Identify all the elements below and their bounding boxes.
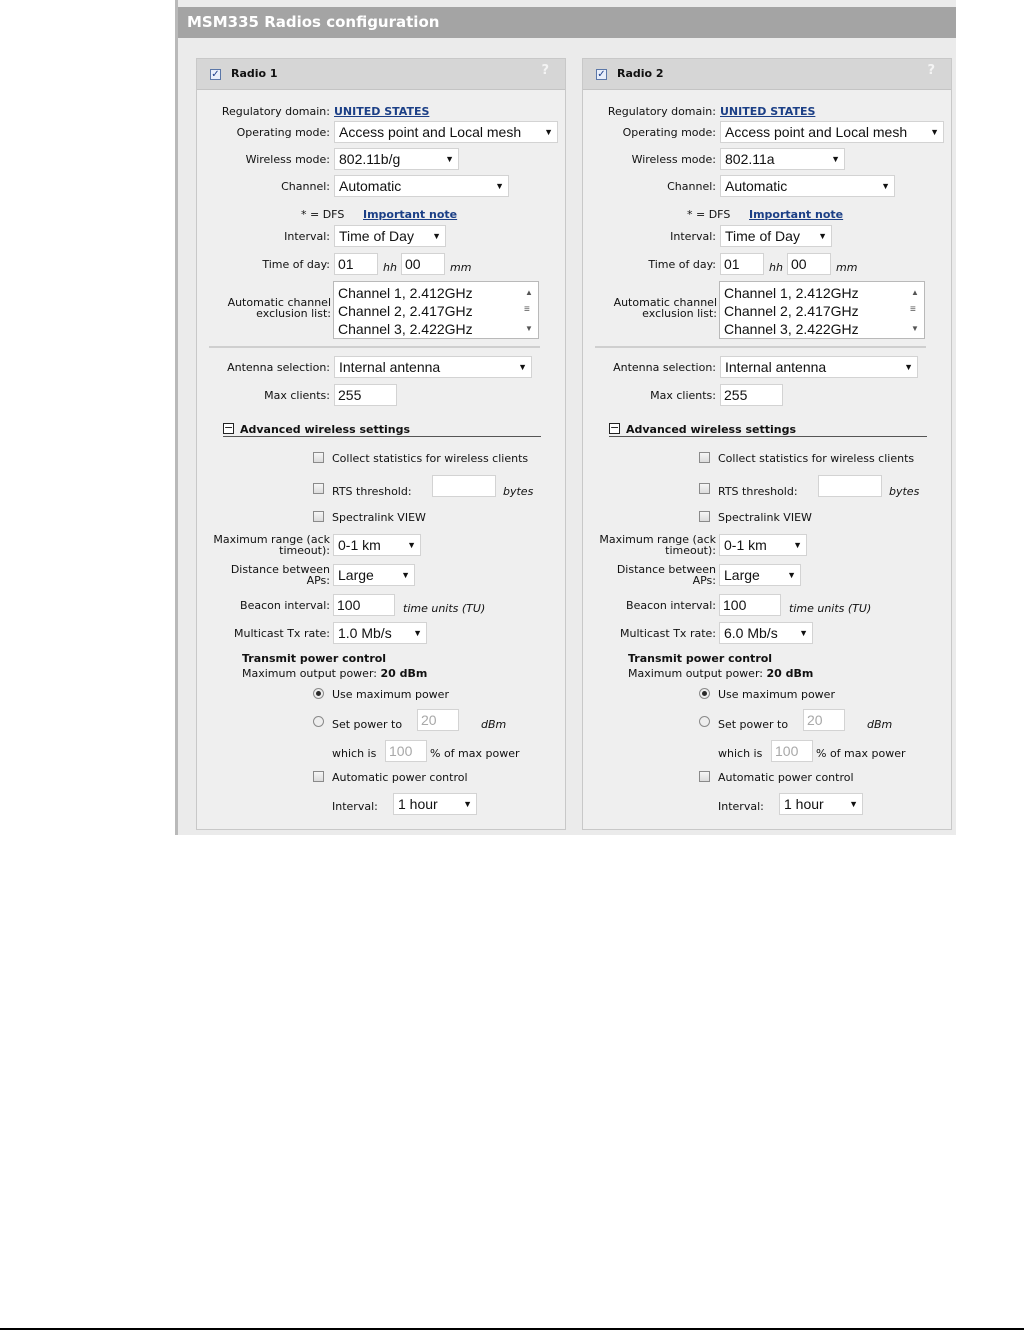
page-title: MSM335 Radios configuration [178,7,956,38]
hours-unit: hh [769,261,783,274]
interval-label: Interval: [284,230,330,243]
exclusion-list-label: Automatic channel exclusion list: [613,296,717,320]
list-item[interactable]: Channel 1, 2.412GHz [724,285,859,301]
chevron-down-icon: ▼ [413,628,422,638]
chevron-down-icon: ▼ [463,799,472,809]
channel-select[interactable]: Automatic ▼ [720,175,895,197]
power-interval-label: Interval: [718,800,764,813]
use-max-power-label: Use maximum power [718,688,835,701]
collect-statistics-label: Collect statistics for wireless clients [718,452,915,465]
chevron-down-icon: ▼ [544,127,553,137]
channel-select[interactable]: Automatic ▼ [334,175,509,197]
radio-panel-header [583,59,951,90]
rts-threshold-input[interactable] [432,475,496,497]
list-item[interactable]: Channel 3, 2.422GHz [724,321,859,337]
antenna-selection-label: Antenna selection: [613,361,716,374]
help-icon[interactable]: ? [541,63,549,78]
chevron-down-icon: ▼ [518,362,527,372]
multicast-rate-select[interactable]: 6.0 Mb/s ▼ [719,622,813,644]
radio-panel-1 [196,58,566,830]
divider [209,346,540,348]
wireless-mode-label: Wireless mode: [245,153,330,166]
rts-threshold-checkbox[interactable] [699,483,710,494]
chevron-down-icon: ▼ [911,324,919,333]
chevron-down-icon: ▼ [831,154,840,164]
max-clients-input[interactable]: 255 [334,384,397,406]
channel-exclusion-list[interactable] [333,281,539,339]
spectralink-checkbox[interactable] [699,511,710,522]
antenna-selection-label: Antenna selection: [227,361,330,374]
collapse-icon[interactable]: − [610,421,620,434]
important-note-link[interactable]: Important note [363,208,458,221]
wireless-mode-select[interactable]: 802.11b/g ▼ [334,148,459,170]
advanced-settings-title[interactable]: Advanced wireless settings [240,423,411,436]
rts-threshold-checkbox[interactable] [313,483,324,494]
use-max-power-radio[interactable] [699,688,710,699]
transmit-power-title: Transmit power control [242,652,387,665]
power-unit: dBm [867,718,893,731]
wireless-mode-label: Wireless mode: [631,153,716,166]
hours-input[interactable]: 01 [720,253,764,275]
collect-statistics-checkbox[interactable] [699,452,710,463]
chevron-down-icon: ▼ [525,324,533,333]
use-max-power-label: Use maximum power [332,688,449,701]
rts-threshold-label: RTS threshold: [332,485,412,498]
radio-panel-header [197,59,565,90]
section-underline [223,436,541,437]
use-max-power-radio[interactable] [313,688,324,699]
minutes-input[interactable]: 00 [401,253,445,275]
max-output-power: Maximum output power: 20 dBm [242,667,428,680]
which-is-label: which is [332,747,377,760]
chevron-down-icon: ▼ [818,231,827,241]
interval-select[interactable]: Time of Day ▼ [334,225,446,247]
auto-power-checkbox[interactable] [699,771,710,782]
collapse-icon[interactable]: − [224,421,234,434]
collect-statistics-checkbox[interactable] [313,452,324,463]
wireless-mode-select[interactable]: 802.11a ▼ [720,148,845,170]
list-item[interactable]: Channel 1, 2.412GHz [338,285,473,301]
power-interval-label: Interval: [332,800,378,813]
beacon-interval-input[interactable]: 100 [719,594,781,616]
antenna-select[interactable]: Internal antenna ▼ [334,356,532,378]
hours-input[interactable]: 01 [334,253,378,275]
auto-power-checkbox[interactable] [313,771,324,782]
which-is-label: which is [718,747,763,760]
list-scrollbar[interactable] [522,282,538,338]
chevron-down-icon: ▼ [930,127,939,137]
dfs-note: * = DFS [687,208,731,221]
percent-input[interactable]: 100 [385,740,427,762]
operating-mode-label: Operating mode: [622,126,716,139]
transmit-power-title: Transmit power control [628,652,773,665]
beacon-interval-label: Beacon interval: [240,599,330,612]
beacon-unit: time units (TU) [403,602,486,615]
rts-unit: bytes [889,485,920,498]
list-item[interactable]: Channel 2, 2.417GHz [724,303,859,319]
chevron-down-icon: ▼ [407,540,416,550]
radio-panel-title: Radio 2 [617,67,664,80]
time-of-day-label: Time of day: [262,258,330,271]
set-power-label: Set power to [332,718,403,731]
radio-enable-checkbox[interactable]: ✓ [597,69,606,80]
chevron-up-icon: ▲ [911,288,919,297]
section-underline [609,436,927,437]
auto-power-label: Automatic power control [718,771,854,784]
multicast-rate-label: Multicast Tx rate: [234,627,330,640]
exclusion-list-label: Automatic channel exclusion list: [227,296,331,320]
advanced-settings-title[interactable]: Advanced wireless settings [626,423,797,436]
beacon-unit: time units (TU) [789,602,872,615]
rts-threshold-label: RTS threshold: [718,485,798,498]
power-unit: dBm [481,718,507,731]
radio-panel-2 [582,58,952,830]
list-item[interactable]: Channel 3, 2.422GHz [338,321,473,337]
radio-enable-checkbox[interactable]: ✓ [211,69,220,80]
power-interval-select[interactable]: 1 hour ▼ [393,793,477,815]
regulatory-domain-link[interactable]: UNITED STATES [720,105,816,118]
minutes-input[interactable]: 00 [787,253,831,275]
beacon-interval-input[interactable]: 100 [333,594,395,616]
regulatory-domain-label: Regulatory domain: [607,105,716,118]
chevron-down-icon: ▼ [787,570,796,580]
distance-select[interactable]: Large ▼ [719,564,801,586]
collect-statistics-label: Collect statistics for wireless clients [332,452,529,465]
max-clients-label: Max clients: [264,389,330,402]
max-output-power: Maximum output power: 20 dBm [628,667,814,680]
minutes-unit: mm [836,261,858,274]
regulatory-domain-label: Regulatory domain: [221,105,330,118]
regulatory-domain-link[interactable]: UNITED STATES [334,105,430,118]
chevron-down-icon: ▼ [432,231,441,241]
chevron-down-icon: ▼ [849,799,858,809]
chevron-down-icon: ▼ [401,570,410,580]
set-power-input[interactable]: 20 [803,709,845,731]
page-bottom-rule [0,1328,1024,1330]
multicast-rate-label: Multicast Tx rate: [620,627,716,640]
percent-input[interactable]: 100 [771,740,813,762]
radio-panel-title: Radio 1 [231,67,278,80]
spectralink-checkbox[interactable] [313,511,324,522]
channel-exclusion-list[interactable] [719,281,925,339]
chevron-down-icon: ▼ [445,154,454,164]
power-interval-select[interactable]: 1 hour ▼ [779,793,863,815]
interval-select[interactable]: Time of Day ▼ [720,225,832,247]
hours-unit: hh [383,261,397,274]
operating-mode-select[interactable]: Access point and Local mesh ▼ [334,121,558,143]
list-scrollbar[interactable] [908,282,924,338]
max-range-select[interactable]: 0-1 km ▼ [333,534,421,556]
antenna-select[interactable]: Internal antenna ▼ [720,356,918,378]
divider [595,346,926,348]
distance-select[interactable]: Large ▼ [333,564,415,586]
chevron-up-icon: ▲ [525,288,533,297]
help-icon[interactable]: ? [927,63,935,78]
rts-unit: bytes [503,485,534,498]
percent-label: % of max power [816,747,906,760]
important-note-link[interactable]: Important note [749,208,844,221]
set-power-radio[interactable] [313,716,324,727]
distance-between-aps-label: Distance between APs: [230,563,330,587]
scroll-grip-icon: ≡ [524,304,530,315]
set-power-input[interactable]: 20 [417,709,459,731]
channel-label: Channel: [667,180,716,193]
set-power-label: Set power to [718,718,789,731]
beacon-interval-label: Beacon interval: [626,599,716,612]
multicast-rate-select[interactable]: 1.0 Mb/s ▼ [333,622,427,644]
chevron-down-icon: ▼ [881,181,890,191]
max-range-label: Maximum range (ack timeout): [213,533,330,557]
operating-mode-select[interactable]: Access point and Local mesh ▼ [720,121,944,143]
auto-power-label: Automatic power control [332,771,468,784]
max-range-select[interactable]: 0-1 km ▼ [719,534,807,556]
chevron-down-icon: ▼ [904,362,913,372]
max-clients-label: Max clients: [650,389,716,402]
chevron-down-icon: ▼ [799,628,808,638]
scroll-grip-icon: ≡ [910,304,916,315]
spectralink-label: Spectralink VIEW [332,511,426,524]
time-of-day-label: Time of day: [648,258,716,271]
max-clients-input[interactable]: 255 [720,384,783,406]
list-item[interactable]: Channel 2, 2.417GHz [338,303,473,319]
operating-mode-label: Operating mode: [236,126,330,139]
distance-between-aps-label: Distance between APs: [616,563,716,587]
percent-label: % of max power [430,747,520,760]
rts-threshold-input[interactable] [818,475,882,497]
chevron-down-icon: ▼ [793,540,802,550]
minutes-unit: mm [450,261,472,274]
dfs-note: * = DFS [301,208,345,221]
max-range-label: Maximum range (ack timeout): [599,533,716,557]
spectralink-label: Spectralink VIEW [718,511,812,524]
set-power-radio[interactable] [699,716,710,727]
interval-label: Interval: [670,230,716,243]
chevron-down-icon: ▼ [495,181,504,191]
channel-label: Channel: [281,180,330,193]
